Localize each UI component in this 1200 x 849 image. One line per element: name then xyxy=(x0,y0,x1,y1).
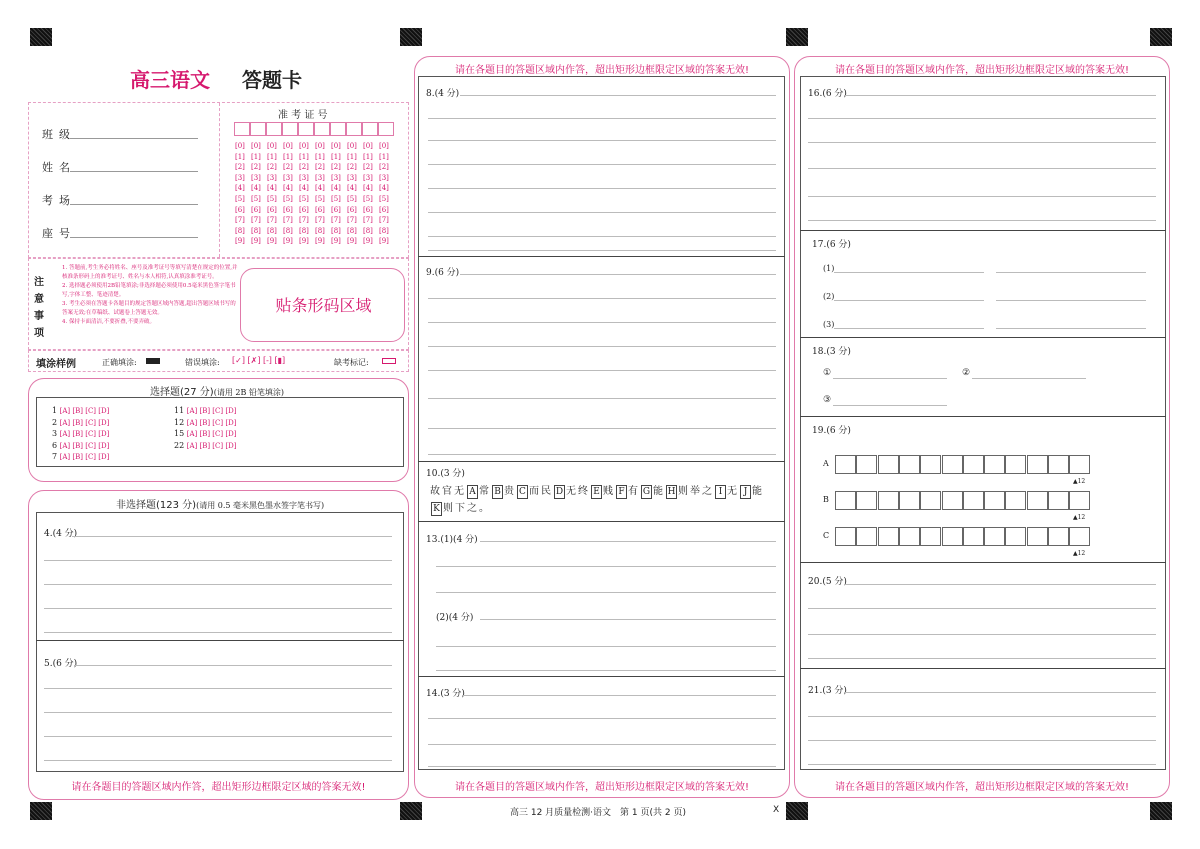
question-20-label: 20.(5 分) xyxy=(808,577,847,587)
question-19-label: 19.(6 分) xyxy=(812,426,851,436)
digit-bubble[interactable]: [6] xyxy=(315,205,325,214)
digit-bubble[interactable]: [8] xyxy=(267,226,277,235)
digit-bubble[interactable]: [4] xyxy=(315,184,325,193)
q19-grid-cell[interactable] xyxy=(835,527,856,546)
page-footer: 高三 12 月质量检测·语文 第 1 页(共 2 页) xyxy=(510,808,686,818)
q19-grid-cell[interactable] xyxy=(1027,527,1048,546)
digit-bubble[interactable]: [9] xyxy=(283,237,293,246)
digit-bubble[interactable]: [1] xyxy=(267,152,277,161)
digit-bubble[interactable]: [8] xyxy=(235,226,245,235)
sentence-break-box[interactable]: E xyxy=(591,485,602,499)
writing-line[interactable] xyxy=(462,695,776,696)
question-21-label: 21.(3 分) xyxy=(808,686,847,696)
answer-area-right[interactable] xyxy=(800,76,1166,770)
writing-line[interactable] xyxy=(833,378,947,379)
q19-grid-cell[interactable] xyxy=(1027,491,1048,510)
exam-number-cell[interactable] xyxy=(362,122,378,136)
choice-row[interactable]: 11 [A] [B] [C] [D] xyxy=(174,406,237,415)
q19-grid-cell[interactable] xyxy=(963,455,984,474)
digit-bubble[interactable]: [8] xyxy=(347,226,357,235)
digit-bubble[interactable]: [9] xyxy=(315,237,325,246)
q19-grid-cell[interactable] xyxy=(920,491,941,510)
digit-bubble[interactable]: [3] xyxy=(251,173,261,182)
writing-line[interactable] xyxy=(808,118,1156,119)
digit-bubble[interactable]: [6] xyxy=(267,205,277,214)
digit-bubble[interactable]: [9] xyxy=(331,237,341,246)
writing-line[interactable] xyxy=(44,584,392,585)
choice-title: 选择题(27 分)(请用 2B 铅笔填涂) xyxy=(150,387,285,398)
digit-bubble[interactable]: [9] xyxy=(235,237,245,246)
writing-line[interactable] xyxy=(428,346,776,347)
sentence-break-box[interactable]: H xyxy=(667,487,676,497)
alignment-mark xyxy=(786,802,808,820)
boundary-notice: 请在各题目的答题区域内作答，超出矩形边框限定区域的答案无效! xyxy=(834,65,1129,76)
q19-row-tag: ▲12 xyxy=(1073,478,1086,485)
q19-grid-cell[interactable] xyxy=(1048,455,1069,474)
q18-item-label: ① xyxy=(823,368,832,378)
writing-line[interactable] xyxy=(428,298,776,299)
q19-grid-cell[interactable] xyxy=(1005,455,1026,474)
q19-grid-cell[interactable] xyxy=(878,455,899,474)
digit-bubble[interactable]: [6] xyxy=(379,205,389,214)
digit-bubble[interactable]: [8] xyxy=(379,226,389,235)
answer-area-4-5[interactable] xyxy=(36,512,404,772)
writing-line[interactable] xyxy=(428,398,776,399)
exam-number-cell[interactable] xyxy=(234,122,250,136)
q19-row-tag: ▲12 xyxy=(1073,550,1086,557)
digit-bubble[interactable]: [6] xyxy=(347,205,357,214)
q19-grid-cell[interactable] xyxy=(1048,491,1069,510)
writing-line[interactable] xyxy=(44,760,392,761)
writing-line[interactable] xyxy=(428,140,776,141)
q19-grid-cell[interactable] xyxy=(878,491,899,510)
writing-line[interactable] xyxy=(808,764,1156,765)
writing-line[interactable] xyxy=(480,619,776,620)
digit-bubble[interactable]: [6] xyxy=(331,205,341,214)
digit-bubble[interactable]: [4] xyxy=(379,184,389,193)
q19-grid-cell[interactable] xyxy=(899,455,920,474)
alignment-mark xyxy=(400,28,422,46)
digit-bubble[interactable]: [3] xyxy=(379,173,389,182)
note-line: 1. 答题前,考生务必将姓名、座号及准考证号等填写清楚在规定的位置,并核准条形码上的准考证号、姓名与本人相符,认真填涂准考证号。 xyxy=(62,265,238,280)
q19-grid-cell[interactable] xyxy=(963,491,984,510)
digit-bubble[interactable]: [3] xyxy=(283,173,293,182)
digit-bubble[interactable]: [5] xyxy=(347,195,357,203)
choice-row[interactable]: 7 [A] [B] [C] [D] xyxy=(52,452,110,461)
boundary-notice: 请在各题目的答题区域内作答，超出矩形边框限定区域的答案无效! xyxy=(454,65,749,76)
choice-row[interactable]: 3 [A] [B] [C] [D] xyxy=(52,429,110,438)
note-line: 4. 保持卡面清洁,不要折叠,不要弄破。 xyxy=(62,319,155,325)
digit-bubble[interactable]: [5] xyxy=(315,195,325,203)
digit-bubble[interactable]: [1] xyxy=(283,152,293,161)
q19-grid-cell[interactable] xyxy=(835,455,856,474)
fill-correct-label: 正确填涂: xyxy=(102,358,137,367)
nonchoice-title: 非选择题(123 分)(请用 0.5 毫米黑色墨水签字笔书写) xyxy=(116,500,325,511)
question-4-label: 4.(4 分) xyxy=(44,529,78,539)
digit-bubble[interactable]: [2] xyxy=(251,163,261,172)
exam-number-cell[interactable] xyxy=(330,122,346,136)
question-5-label: 5.(6 分) xyxy=(44,659,78,669)
digit-bubble[interactable]: [6] xyxy=(363,205,373,214)
digit-bubble[interactable]: [4] xyxy=(363,184,373,193)
writing-line[interactable] xyxy=(428,718,776,719)
writing-line[interactable] xyxy=(996,272,1146,273)
writing-line[interactable] xyxy=(808,658,1156,659)
sentence-break-box[interactable]: J xyxy=(740,485,751,499)
digit-bubble[interactable]: [7] xyxy=(299,216,309,225)
digit-bubble[interactable]: [1] xyxy=(331,152,341,161)
digit-bubble[interactable]: [3] xyxy=(347,173,357,182)
sentence-break-box[interactable]: B xyxy=(492,485,503,499)
sheet-title: 高三语文 xyxy=(130,68,210,92)
writing-line[interactable] xyxy=(808,608,1156,609)
writing-line[interactable] xyxy=(44,608,392,609)
question-8-label: 8.(4 分) xyxy=(426,89,460,99)
digit-bubble[interactable]: [1] xyxy=(235,152,245,161)
sentence-break-box[interactable]: D xyxy=(555,487,564,497)
q19-row-label: C xyxy=(823,531,830,540)
q19-grid-cell[interactable] xyxy=(942,491,963,510)
q18-item-label: ③ xyxy=(823,395,832,405)
alignment-mark xyxy=(1150,28,1172,46)
digit-bubble[interactable]: [0] xyxy=(299,142,309,150)
q19-grid-cell[interactable] xyxy=(942,455,963,474)
alignment-mark xyxy=(30,802,52,820)
digit-bubble[interactable]: [0] xyxy=(267,142,277,150)
q19-row-tag: ▲12 xyxy=(1073,514,1086,521)
digit-bubble[interactable]: [4] xyxy=(299,184,309,193)
q19-grid-cell[interactable] xyxy=(1005,527,1026,546)
digit-bubble[interactable]: [4] xyxy=(267,184,277,193)
digit-bubble[interactable]: [3] xyxy=(331,173,341,182)
digit-bubble[interactable]: [2] xyxy=(331,163,341,172)
exam-number-cell[interactable] xyxy=(314,122,330,136)
q19-grid-cell[interactable] xyxy=(856,527,877,546)
q17-item-label: (1) xyxy=(823,264,835,273)
digit-bubble[interactable]: [7] xyxy=(379,216,389,225)
digit-bubble[interactable]: [1] xyxy=(251,152,261,161)
q17-item-label: (2) xyxy=(823,292,835,301)
digit-bubble[interactable]: [6] xyxy=(283,205,293,214)
digit-bubble[interactable]: [1] xyxy=(299,152,309,161)
writing-line[interactable] xyxy=(428,322,776,323)
writing-line[interactable] xyxy=(834,300,984,301)
field-label: 座号 xyxy=(42,227,76,240)
writing-line[interactable] xyxy=(428,454,776,455)
exam-number-cell[interactable] xyxy=(266,122,282,136)
writing-line[interactable] xyxy=(460,274,776,275)
digit-bubble[interactable]: [5] xyxy=(379,195,389,203)
filled-mark-icon xyxy=(146,358,160,364)
absent-mark-box[interactable] xyxy=(382,358,396,364)
writing-line[interactable] xyxy=(428,428,776,429)
writing-line[interactable] xyxy=(428,212,776,213)
q19-grid-cell[interactable] xyxy=(878,527,899,546)
q19-grid-cell[interactable] xyxy=(899,527,920,546)
fill-absent-label: 缺考标记: xyxy=(334,358,369,367)
field-line[interactable] xyxy=(70,237,198,238)
field-line[interactable] xyxy=(70,171,198,172)
digit-bubble[interactable]: [7] xyxy=(347,216,357,225)
q18-item-label: ② xyxy=(962,368,971,378)
writing-line[interactable] xyxy=(844,584,1156,585)
digit-bubble[interactable]: [2] xyxy=(363,163,373,172)
alignment-mark xyxy=(400,802,422,820)
digit-bubble[interactable]: [4] xyxy=(235,184,245,193)
digit-bubble[interactable]: [5] xyxy=(331,195,341,203)
writing-line[interactable] xyxy=(436,592,776,593)
writing-line[interactable] xyxy=(996,328,1146,329)
digit-bubble[interactable]: [6] xyxy=(251,205,261,214)
exam-number-cell[interactable] xyxy=(378,122,394,136)
question-14-label: 14.(3 分) xyxy=(426,689,465,699)
field-label: 姓名 xyxy=(42,161,76,174)
digit-bubble[interactable]: [5] xyxy=(283,195,293,203)
writing-line[interactable] xyxy=(428,236,776,237)
writing-line[interactable] xyxy=(808,634,1156,635)
digit-bubble[interactable]: [8] xyxy=(363,226,373,235)
q19-grid-cell[interactable] xyxy=(984,527,1005,546)
question-13-1-label: 13.(1)(4 分) xyxy=(426,535,478,545)
q19-row-label: B xyxy=(823,495,829,504)
alignment-mark xyxy=(30,28,52,46)
question-18-label: 18.(3 分) xyxy=(812,347,851,357)
digit-bubble[interactable]: [3] xyxy=(235,173,245,182)
q19-grid-cell[interactable] xyxy=(1069,527,1090,546)
digit-bubble[interactable]: [7] xyxy=(235,216,245,225)
digit-bubble[interactable]: [2] xyxy=(283,163,293,172)
sentence-break-box[interactable]: G xyxy=(642,487,651,497)
note-line: 2. 选择题必须使用2B铅笔填涂;非选择题必须使用0.5毫米黑色签字笔书写,字体工整、笔迹清楚。 xyxy=(62,283,236,298)
digit-bubble[interactable]: [9] xyxy=(267,237,277,246)
q19-grid-cell[interactable] xyxy=(984,455,1005,474)
digit-bubble[interactable]: [3] xyxy=(267,173,277,182)
sentence-break-box[interactable]: F xyxy=(616,485,627,499)
field-label: 班级 xyxy=(42,128,76,141)
footer-mark: X xyxy=(773,805,780,815)
wrong-marks-icon: [✓] [✗] [-] [▮] xyxy=(232,356,286,365)
digit-bubble[interactable]: [9] xyxy=(251,237,261,246)
note-line: 3. 考生必须在答题卡各题目的规定答题区域内答题,超出答题区域书写的答案无效;在草稿纸、试题卷上答题无效。 xyxy=(62,301,236,316)
digit-bubble[interactable]: [2] xyxy=(235,163,245,172)
digit-bubble[interactable]: [3] xyxy=(315,173,325,182)
question-9-label: 9.(6 分) xyxy=(426,268,460,278)
writing-line[interactable] xyxy=(834,272,984,273)
digit-bubble[interactable]: [0] xyxy=(379,142,389,150)
writing-line[interactable] xyxy=(428,250,776,251)
fill-wrong-label: 错误填涂: xyxy=(185,358,220,367)
digit-bubble[interactable]: [9] xyxy=(299,237,309,246)
choice-row[interactable]: 22 [A] [B] [C] [D] xyxy=(174,440,237,450)
sheet-subtitle: 答题卡 xyxy=(242,68,302,92)
writing-line[interactable] xyxy=(44,688,392,689)
choice-row[interactable]: 1 [A] [B] [C] [D] xyxy=(52,406,110,415)
exam-number-label: 准 考 证 号 xyxy=(278,110,328,121)
digit-bubble[interactable]: [0] xyxy=(283,142,293,150)
digit-bubble[interactable]: [7] xyxy=(283,216,293,225)
sentence-break-box[interactable]: C xyxy=(517,485,528,499)
digit-bubble[interactable]: [4] xyxy=(347,184,357,193)
exam-number-cell[interactable] xyxy=(298,122,314,136)
writing-line[interactable] xyxy=(44,560,392,561)
writing-line[interactable] xyxy=(480,541,776,542)
digit-bubble[interactable]: [0] xyxy=(331,142,341,150)
digit-bubble[interactable]: [5] xyxy=(235,195,245,203)
digit-bubble[interactable]: [9] xyxy=(363,237,373,246)
digit-bubble[interactable]: [5] xyxy=(299,195,309,203)
writing-line[interactable] xyxy=(428,744,776,745)
digit-bubble[interactable]: [5] xyxy=(251,195,261,203)
writing-line[interactable] xyxy=(844,95,1156,96)
digit-bubble[interactable]: [8] xyxy=(315,226,325,235)
question-17-label: 17.(6 分) xyxy=(812,240,851,250)
digit-bubble[interactable]: [7] xyxy=(331,216,341,225)
digit-bubble[interactable]: [0] xyxy=(251,142,261,150)
field-line[interactable] xyxy=(70,138,198,139)
digit-bubble[interactable]: [7] xyxy=(363,216,373,225)
choice-row[interactable]: 6 [A] [B] [C] [D] xyxy=(52,440,110,450)
writing-line[interactable] xyxy=(428,766,776,767)
digit-bubble[interactable]: [9] xyxy=(379,237,389,246)
choice-row[interactable]: 15 [A] [B] [C] [D] xyxy=(174,429,237,438)
choice-row[interactable]: 2 [A] [B] [C] [D] xyxy=(52,417,110,427)
writing-line[interactable] xyxy=(44,736,392,737)
digit-bubble[interactable]: [0] xyxy=(347,142,357,150)
sentence-break-box[interactable]: A xyxy=(467,485,478,499)
digit-bubble[interactable]: [5] xyxy=(267,195,277,203)
q19-grid-cell[interactable] xyxy=(856,491,877,510)
exam-number-cell[interactable] xyxy=(282,122,298,136)
digit-bubble[interactable]: [7] xyxy=(315,216,325,225)
digit-bubble[interactable]: [1] xyxy=(315,152,325,161)
q19-grid-cell[interactable] xyxy=(920,527,941,546)
digit-bubble[interactable]: [7] xyxy=(251,216,261,225)
digit-bubble[interactable]: [0] xyxy=(363,142,373,150)
exam-number-cell[interactable] xyxy=(346,122,362,136)
writing-line[interactable] xyxy=(972,378,1086,379)
writing-line[interactable] xyxy=(844,692,1156,693)
writing-line[interactable] xyxy=(428,188,776,189)
fill-example-label: 填涂样例 xyxy=(36,359,76,370)
digit-bubble[interactable]: [8] xyxy=(299,226,309,235)
writing-line[interactable] xyxy=(436,646,776,647)
digit-bubble[interactable]: [8] xyxy=(283,226,293,235)
writing-line[interactable] xyxy=(44,632,392,633)
sentence-break-box[interactable]: I xyxy=(715,485,726,499)
digit-bubble[interactable]: [0] xyxy=(235,142,245,150)
writing-line[interactable] xyxy=(428,118,776,119)
writing-line[interactable] xyxy=(428,164,776,165)
question-10-text[interactable]: 故官无 A 常 B 贵 C 而民 D 无终 E 贱 F 有 G 能 H 则举之 I 无 J 能K 则下之。 xyxy=(430,486,764,514)
digit-bubble[interactable]: [8] xyxy=(251,226,261,235)
boundary-notice: 请在各题目的答题区域内作答，超出矩形边框限定区域的答案无效! xyxy=(454,782,749,793)
digit-bubble[interactable]: [0] xyxy=(315,142,325,150)
field-line[interactable] xyxy=(70,204,198,205)
digit-bubble[interactable]: [4] xyxy=(251,184,261,193)
digit-bubble[interactable]: [2] xyxy=(379,163,389,172)
digit-bubble[interactable]: [4] xyxy=(331,184,341,193)
writing-line[interactable] xyxy=(428,370,776,371)
notes-title: 注意事项 xyxy=(34,277,44,339)
digit-bubble[interactable]: [2] xyxy=(315,163,325,172)
digit-bubble[interactable]: [3] xyxy=(299,173,309,182)
writing-line[interactable] xyxy=(808,142,1156,143)
alignment-mark xyxy=(786,28,808,46)
q19-grid-cell[interactable] xyxy=(1048,527,1069,546)
q19-grid-cell[interactable] xyxy=(963,527,984,546)
writing-line[interactable] xyxy=(808,740,1156,741)
answer-area-middle[interactable] xyxy=(418,76,785,770)
digit-bubble[interactable]: [7] xyxy=(267,216,277,225)
digit-bubble[interactable]: [9] xyxy=(347,237,357,246)
writing-line[interactable] xyxy=(833,405,947,406)
q19-grid-cell[interactable] xyxy=(920,455,941,474)
digit-bubble[interactable]: [2] xyxy=(347,163,357,172)
q19-grid-cell[interactable] xyxy=(835,491,856,510)
writing-line[interactable] xyxy=(808,716,1156,717)
writing-line[interactable] xyxy=(834,328,984,329)
writing-line[interactable] xyxy=(436,566,776,567)
q19-grid-cell[interactable] xyxy=(1005,491,1026,510)
writing-line[interactable] xyxy=(44,712,392,713)
q19-grid-cell[interactable] xyxy=(1069,455,1090,474)
writing-line[interactable] xyxy=(808,220,1156,221)
q19-grid-cell[interactable] xyxy=(1069,491,1090,510)
boundary-notice: 请在各题目的答题区域内作答，超出矩形边框限定区域的答案无效! xyxy=(71,782,366,793)
digit-bubble[interactable]: [1] xyxy=(379,152,389,161)
barcode-label: 贴条形码区域 xyxy=(275,296,372,315)
q19-grid-cell[interactable] xyxy=(942,527,963,546)
digit-bubble[interactable]: [8] xyxy=(331,226,341,235)
digit-bubble[interactable]: [2] xyxy=(299,163,309,172)
writing-line[interactable] xyxy=(74,665,392,666)
exam-number-cell[interactable] xyxy=(250,122,266,136)
sentence-break-box[interactable]: K xyxy=(431,502,442,516)
digit-bubble[interactable]: [6] xyxy=(235,205,245,214)
question-13-2-label: (2)(4 分) xyxy=(436,613,474,623)
boundary-notice: 请在各题目的答题区域内作答，超出矩形边框限定区域的答案无效! xyxy=(834,782,1129,793)
question-16-label: 16.(6 分) xyxy=(808,89,847,99)
alignment-mark xyxy=(1150,802,1172,820)
q19-grid-cell[interactable] xyxy=(856,455,877,474)
barcode-area xyxy=(240,268,405,342)
writing-line[interactable] xyxy=(460,95,776,96)
q19-grid-cell[interactable] xyxy=(1027,455,1048,474)
choice-row[interactable]: 12 [A] [B] [C] [D] xyxy=(174,417,237,427)
digit-bubble[interactable]: [3] xyxy=(363,173,373,182)
writing-line[interactable] xyxy=(808,196,1156,197)
question-10-label: 10.(3 分) xyxy=(426,469,465,479)
q19-grid-cell[interactable] xyxy=(899,491,920,510)
writing-line[interactable] xyxy=(436,670,776,671)
digit-bubble[interactable]: [5] xyxy=(363,195,373,203)
digit-bubble[interactable]: [2] xyxy=(267,163,277,172)
q17-item-label: (3) xyxy=(823,320,835,329)
writing-line[interactable] xyxy=(72,536,392,537)
field-label: 考场 xyxy=(42,194,76,207)
q19-grid-cell[interactable] xyxy=(984,491,1005,510)
digit-bubble[interactable]: [1] xyxy=(347,152,357,161)
digit-bubble[interactable]: [6] xyxy=(299,205,309,214)
writing-line[interactable] xyxy=(996,300,1146,301)
digit-bubble[interactable]: [1] xyxy=(363,152,373,161)
q19-row-label: A xyxy=(823,459,829,468)
digit-bubble[interactable]: [4] xyxy=(283,184,293,193)
writing-line[interactable] xyxy=(808,168,1156,169)
